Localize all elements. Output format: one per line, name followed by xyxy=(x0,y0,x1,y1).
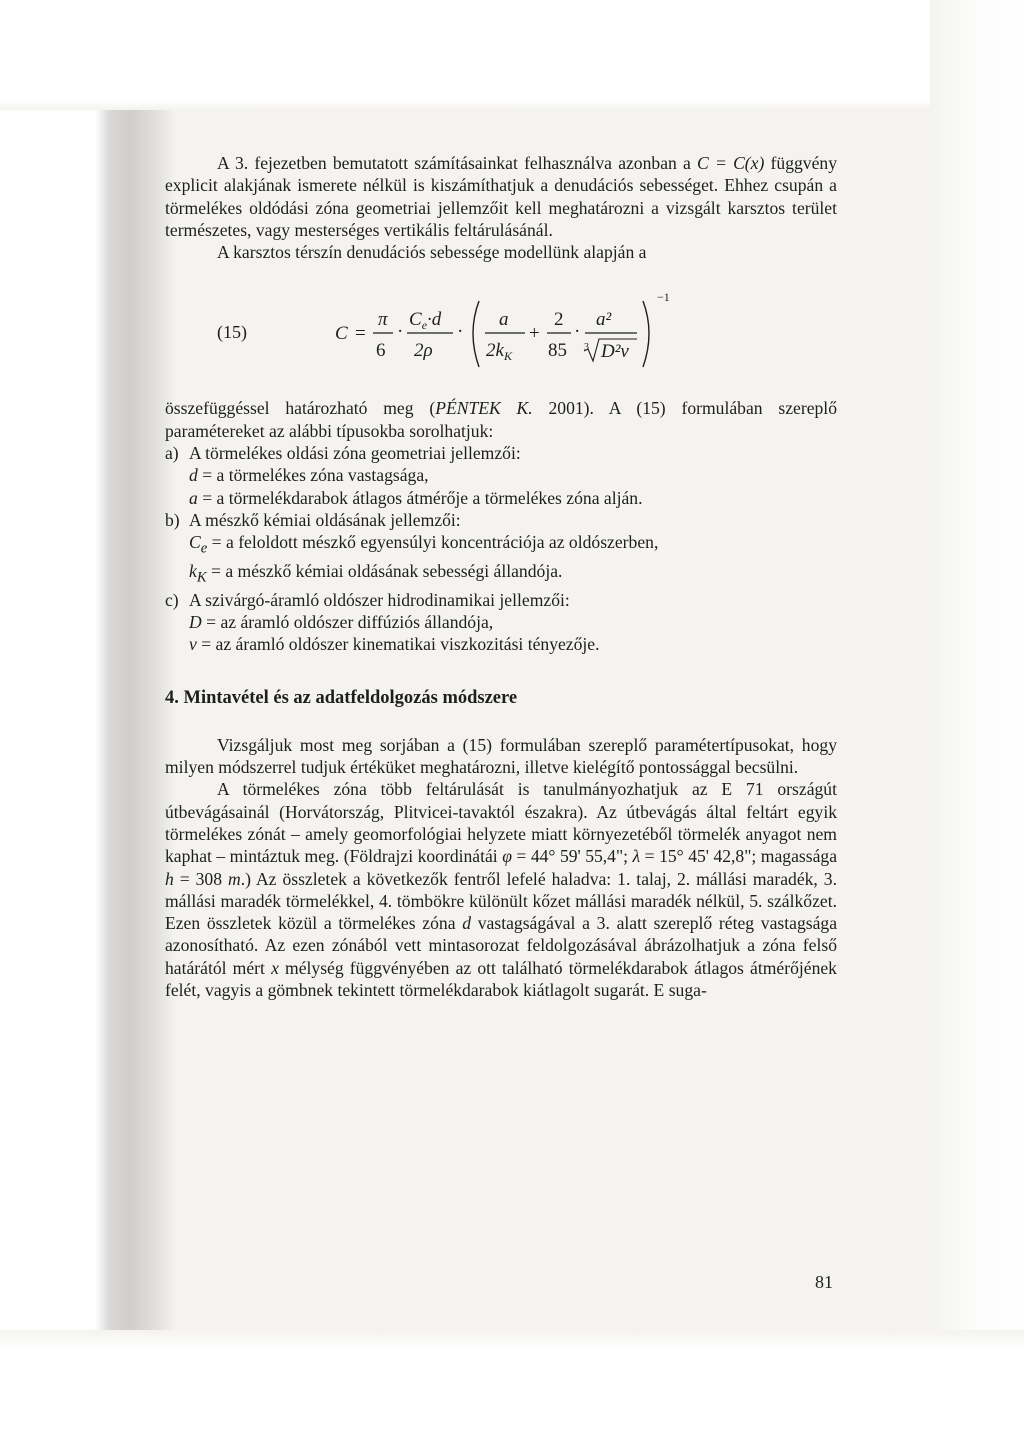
formula-15 xyxy=(165,277,837,389)
equation-number: (15) xyxy=(217,322,247,343)
formula-graphic xyxy=(325,277,845,389)
body-text xyxy=(165,152,837,1001)
formula-dot-3: · xyxy=(574,321,581,343)
function-expression: C = C(x) xyxy=(697,153,765,173)
parameter-definition: v = az áramló oldószer kinematikai viszkozitási tényezője. xyxy=(189,634,600,655)
parameter-list xyxy=(165,442,837,656)
scan-margin-right xyxy=(930,0,1024,1448)
root-index: 3 xyxy=(584,342,589,354)
section-paragraph-2: A törmelékes zóna több feltárulását is tanulmányozhatjuk az E 71 országút útbevágásainál (Horvátország, Plitvicei-tavaktól északra). Az útbevágás által feltárt egyik törmelékes zónát – amely geomorfológiai helyzete miatt környezetéből törmelék anyagot nem kaphat – mintáztuk meg. (Földrajzi koordinátái φ = 44° 59' 55,4"; λ = 15° 45' 42,8"; magassága h = 308 m.) Az összletek a következők fentről lefelé haladva: 1. talaj, 2. mállási maradék, 3. mállási maradék törmelékkel, 4. tömbökre különült kőzet mállási maradék nélkül, 5. szálkőzet. Ezen összletek közül a törmelékes zóna d vastagságával a 3. alatt szereplő réteg vastagsága azonosítható. Az ezen zónából vett mintasorozat feldolgozásával ábrázolhatjuk a zóna felső határától mért x mélység függvényében az ott található törmelékdarabok átlagos átmérőjének felét, vagyis a gömbnek tekintett törmelékdarabok kiátlagolt sugarát. E suga- xyxy=(165,779,838,1001)
formula-85: 85 xyxy=(548,340,567,362)
formula-two-k: $2k_K$ xyxy=(486,340,512,364)
citation-author: PÉNTEK K. xyxy=(435,398,533,419)
page-number: 81 xyxy=(815,1272,833,1292)
parameter-definition: $k_K = a$ mészkő kémiai oldásának sebességi állandója. xyxy=(189,561,563,586)
formula-equals: = xyxy=(355,323,366,345)
list-item: c) A szivárgó-áramló oldószer hidrodinamikai jellemzői: xyxy=(165,589,570,610)
parameter-definition: $C_e = a$ feloldott mészkő egyensúlyi koncentrációja az oldószerben, xyxy=(189,532,659,557)
formula-two-rho: 2ρ xyxy=(414,340,433,362)
formula-a: a xyxy=(499,309,509,331)
paragraph-formula-follow: összefüggéssel határozható meg (PÉNTEK K. 2001). A (15) formulában szereplő paramétereket az alábbi típusokba sorolhatjuk: xyxy=(165,398,837,441)
parameter-definition: a = a törmelékdarabok átlagos átmérője a törmelékes zóna alján. xyxy=(189,487,643,508)
formula-plus: + xyxy=(529,323,540,345)
formula-ce: $C_e\cdot d$ xyxy=(409,309,442,333)
right-paren xyxy=(643,301,649,367)
paragraph-formula-lead: A karsztos térszín denudációs sebessége modellünk alapján a xyxy=(217,242,647,263)
list-item: b) A mészkő kémiai oldásának jellemzői: xyxy=(165,509,461,530)
formula-d2v: D²v xyxy=(601,341,629,363)
parameter-definition: d = a törmelékes zóna vastagsága, xyxy=(189,465,429,486)
formula-dot-1: · xyxy=(397,321,404,343)
parameter-definition: D = az áramló oldószer diffúziós állandója, xyxy=(189,612,494,633)
formula-six: 6 xyxy=(376,340,386,362)
paragraph-intro: A 3. fejezetben bemutatott számításainkat felhasználva azonban a C = C(x) függvény explicit alakjának ismerete nélkül is kiszámíthatjuk a denudációs sebességet. Ehhez csupán a törmelékes oldódási zóna geometriai jellemzőit kell meghatározni a vizsgált karsztos terület természetes, vagy mesterséges vertikális feltárulásánál. xyxy=(165,153,838,240)
formula-exponent: −1 xyxy=(657,290,670,305)
formula-a-squared: a² xyxy=(596,309,612,331)
scan-margin-bottom xyxy=(0,1330,1024,1448)
scan-shadow-left xyxy=(0,0,175,1448)
section-paragraph-1: Vizsgáljuk most meg sorjában a (15) formulában szereplő paramétertípusokat, hogy milyen módszerrel tudjuk értéküket meghatározni, illetve kielégítő pontossággal becsülni. xyxy=(165,734,837,778)
formula-pi: π xyxy=(378,309,388,331)
scan-margin-top xyxy=(0,0,1024,110)
list-item: a) A törmelékes oldási zóna geometriai jellemzői: xyxy=(165,443,521,464)
formula-dot-2: · xyxy=(457,321,464,343)
formula-two: 2 xyxy=(554,309,564,331)
formula-lhs: C xyxy=(335,323,348,345)
section-heading: 4. Mintavétel és az adatfeldolgozás módszere xyxy=(165,687,518,708)
left-paren xyxy=(473,301,479,367)
